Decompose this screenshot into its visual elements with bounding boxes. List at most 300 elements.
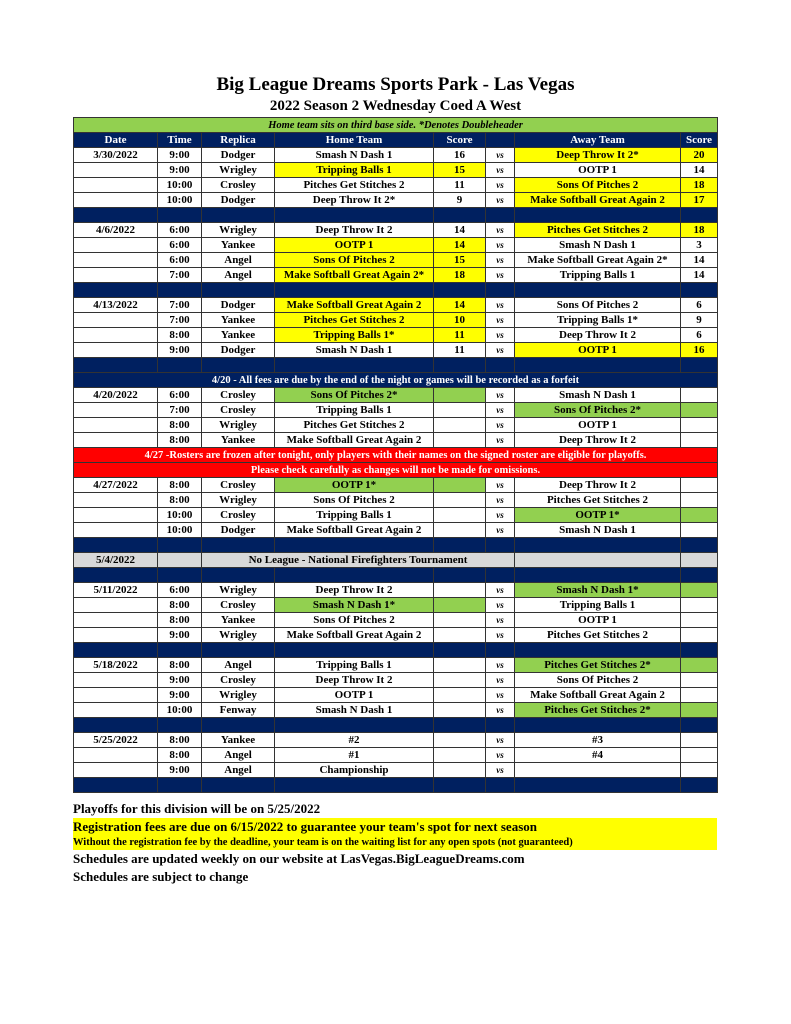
game-row (74, 688, 718, 703)
vs-cell: vs (486, 328, 515, 343)
vs-cell: vs (486, 763, 515, 778)
time-cell: 9:00 (158, 763, 202, 778)
field-cell: Fenway (202, 703, 275, 718)
date-cell (74, 163, 158, 178)
vs-cell: vs (486, 748, 515, 763)
game-row (74, 328, 718, 343)
playoffs-note: Playoffs for this division will be on 5/25/2022 (73, 801, 321, 816)
away-score-cell (681, 418, 718, 433)
field-cell: Dodger (202, 298, 275, 313)
field-cell: Wrigley (202, 418, 275, 433)
away-score-cell: 14 (681, 268, 718, 283)
footer-notes (73, 800, 717, 886)
away-team-cell: OOTP 1 (515, 418, 681, 433)
field-cell: Yankee (202, 238, 275, 253)
home-score-cell: 15 (434, 253, 486, 268)
date-cell (74, 763, 158, 778)
game-row (74, 703, 718, 718)
game-row (74, 523, 718, 538)
change-note: Schedules are subject to change (73, 869, 249, 884)
home-team-cell: Smash N Dash 1 (275, 343, 434, 358)
home-team-cell: Deep Throw It 2 (275, 583, 434, 598)
schedule-table (73, 117, 718, 793)
home-score-cell: 11 (434, 178, 486, 193)
away-score-cell: 14 (681, 253, 718, 268)
home-team-cell: Smash N Dash 1 (275, 703, 434, 718)
separator-row (74, 283, 718, 298)
game-row (74, 658, 718, 673)
home-team-cell: Make Softball Great Again 2* (275, 268, 434, 283)
vs-cell: vs (486, 658, 515, 673)
away-score-cell (681, 493, 718, 508)
away-team-cell (515, 763, 681, 778)
field-cell: Crosley (202, 388, 275, 403)
date-cell (74, 253, 158, 268)
time-cell: 7:00 (158, 313, 202, 328)
vs-cell: vs (486, 388, 515, 403)
column-header: Time (158, 133, 202, 148)
doubleheader-note (74, 118, 718, 133)
home-score-cell (434, 403, 486, 418)
time-cell: 10:00 (158, 703, 202, 718)
vs-cell: vs (486, 238, 515, 253)
home-team-cell: Tripping Balls 1 (275, 508, 434, 523)
date-cell: 5/11/2022 (74, 583, 158, 598)
home-score-cell: 9 (434, 193, 486, 208)
home-score-cell: 16 (434, 148, 486, 163)
away-score-cell (681, 403, 718, 418)
date-cell: 5/4/2022 (74, 553, 158, 568)
time-cell: 8:00 (158, 493, 202, 508)
home-team-cell: Deep Throw It 2 (275, 673, 434, 688)
home-score-cell (434, 583, 486, 598)
game-row (74, 298, 718, 313)
column-header: Replica (202, 133, 275, 148)
game-row (74, 613, 718, 628)
time-cell: 10:00 (158, 508, 202, 523)
field-cell: Yankee (202, 313, 275, 328)
date-cell (74, 688, 158, 703)
game-row (74, 388, 718, 403)
notice-text: 4/20 - All fees are due by the end of the night or games will be recorded as a forfeit (74, 373, 718, 388)
home-score-cell (434, 433, 486, 448)
game-row (74, 733, 718, 748)
home-score-cell (434, 493, 486, 508)
away-team-cell: Smash N Dash 1 (515, 523, 681, 538)
home-score-cell: 18 (434, 268, 486, 283)
game-row (74, 673, 718, 688)
away-team-cell: Deep Throw It 2 (515, 433, 681, 448)
away-team-cell: Deep Throw It 2* (515, 148, 681, 163)
away-team-cell: Smash N Dash 1 (515, 238, 681, 253)
away-score-cell (681, 733, 718, 748)
column-header (486, 133, 515, 148)
game-row (74, 583, 718, 598)
away-team-cell: OOTP 1 (515, 343, 681, 358)
away-team-cell: Smash N Dash 1 (515, 388, 681, 403)
time-cell: 8:00 (158, 598, 202, 613)
vs-cell: vs (486, 628, 515, 643)
away-score-cell (681, 583, 718, 598)
home-score-cell: 10 (434, 313, 486, 328)
away-team-cell: Sons Of Pitches 2* (515, 403, 681, 418)
home-team-cell: Make Softball Great Again 2 (275, 628, 434, 643)
home-team-cell: Tripping Balls 1 (275, 403, 434, 418)
home-score-cell (434, 763, 486, 778)
column-header: Date (74, 133, 158, 148)
separator-row (74, 643, 718, 658)
away-score-cell (681, 628, 718, 643)
away-score-cell (681, 433, 718, 448)
vs-cell: vs (486, 598, 515, 613)
roster-notice-text: Please check carefully as changes will not be made for omissions. (74, 463, 718, 478)
away-score-cell (681, 388, 718, 403)
away-team-cell: Tripping Balls 1 (515, 268, 681, 283)
time-cell: 7:00 (158, 298, 202, 313)
time-cell: 8:00 (158, 748, 202, 763)
field-cell: Dodger (202, 148, 275, 163)
home-score-cell: 11 (434, 343, 486, 358)
fee-notice (74, 373, 718, 388)
vs-cell: vs (486, 148, 515, 163)
vs-cell: vs (486, 493, 515, 508)
home-score-cell (434, 658, 486, 673)
home-team-cell: Deep Throw It 2* (275, 193, 434, 208)
vs-cell: vs (486, 343, 515, 358)
vs-cell: vs (486, 178, 515, 193)
field-cell: Dodger (202, 193, 275, 208)
game-row (74, 433, 718, 448)
game-row (74, 763, 718, 778)
website-note: Schedules are updated weekly on our website at LasVegas.BigLeagueDreams.com (73, 851, 525, 866)
time-cell: 10:00 (158, 523, 202, 538)
home-team-cell: Pitches Get Stitches 2 (275, 418, 434, 433)
time-cell: 8:00 (158, 658, 202, 673)
vs-cell: vs (486, 223, 515, 238)
away-score-cell (681, 478, 718, 493)
date-cell: 5/25/2022 (74, 733, 158, 748)
date-cell (74, 178, 158, 193)
home-team-cell: #2 (275, 733, 434, 748)
away-score-cell: 3 (681, 238, 718, 253)
field-cell: Yankee (202, 433, 275, 448)
time-cell: 8:00 (158, 328, 202, 343)
home-team-cell: Tripping Balls 1 (275, 658, 434, 673)
date-cell (74, 238, 158, 253)
date-cell (74, 703, 158, 718)
date-cell (74, 328, 158, 343)
field-cell: Crosley (202, 673, 275, 688)
field-cell: Crosley (202, 508, 275, 523)
date-cell: 3/30/2022 (74, 148, 158, 163)
separator-row (74, 538, 718, 553)
date-cell (74, 313, 158, 328)
date-cell (74, 598, 158, 613)
away-team-cell: Pitches Get Stitches 2 (515, 493, 681, 508)
vs-cell: vs (486, 313, 515, 328)
date-cell (74, 268, 158, 283)
vs-cell: vs (486, 673, 515, 688)
away-team-cell: OOTP 1 (515, 163, 681, 178)
column-header: Score (681, 133, 718, 148)
home-team-cell: Make Softball Great Again 2 (275, 433, 434, 448)
field-cell: Crosley (202, 598, 275, 613)
date-cell (74, 433, 158, 448)
home-score-cell (434, 478, 486, 493)
away-score-cell (681, 598, 718, 613)
game-row (74, 178, 718, 193)
vs-cell: vs (486, 523, 515, 538)
column-header: Home Team (275, 133, 434, 148)
game-row (74, 148, 718, 163)
time-cell: 10:00 (158, 178, 202, 193)
game-row (74, 223, 718, 238)
home-team-cell: OOTP 1* (275, 478, 434, 493)
away-score-cell (681, 508, 718, 523)
home-score-cell (434, 418, 486, 433)
vs-cell: vs (486, 613, 515, 628)
home-score-cell (434, 628, 486, 643)
field-cell: Crosley (202, 403, 275, 418)
time-cell: 8:00 (158, 733, 202, 748)
field-cell: Angel (202, 253, 275, 268)
home-team-cell: Sons Of Pitches 2 (275, 493, 434, 508)
no-league-row (74, 553, 718, 568)
vs-cell: vs (486, 268, 515, 283)
date-cell: 4/6/2022 (74, 223, 158, 238)
home-score-cell (434, 673, 486, 688)
time-cell: 9:00 (158, 343, 202, 358)
time-cell: 6:00 (158, 583, 202, 598)
home-score-cell (434, 748, 486, 763)
game-row (74, 403, 718, 418)
home-team-cell: Smash N Dash 1* (275, 598, 434, 613)
time-cell: 9:00 (158, 148, 202, 163)
game-row (74, 598, 718, 613)
away-team-cell: Pitches Get Stitches 2 (515, 223, 681, 238)
away-team-cell: Tripping Balls 1 (515, 598, 681, 613)
separator-row (74, 568, 718, 583)
field-cell: Angel (202, 268, 275, 283)
vs-cell: vs (486, 433, 515, 448)
column-header: Away Team (515, 133, 681, 148)
date-cell (74, 418, 158, 433)
home-team-cell: OOTP 1 (275, 688, 434, 703)
time-cell: 6:00 (158, 388, 202, 403)
separator-row (74, 718, 718, 733)
home-team-cell: Smash N Dash 1 (275, 148, 434, 163)
home-team-cell: OOTP 1 (275, 238, 434, 253)
game-row (74, 628, 718, 643)
roster-notice (74, 463, 718, 478)
home-team-cell: Sons Of Pitches 2 (275, 613, 434, 628)
home-team-cell: #1 (275, 748, 434, 763)
field-cell: Yankee (202, 733, 275, 748)
date-cell (74, 403, 158, 418)
vs-cell: vs (486, 583, 515, 598)
home-score-cell (434, 733, 486, 748)
home-team-cell: Tripping Balls 1 (275, 163, 434, 178)
vs-cell: vs (486, 298, 515, 313)
away-team-cell: Sons Of Pitches 2 (515, 673, 681, 688)
away-score-cell (681, 673, 718, 688)
home-score-cell: 11 (434, 328, 486, 343)
field-cell: Angel (202, 763, 275, 778)
away-score-cell: 20 (681, 148, 718, 163)
away-team-cell: Pitches Get Stitches 2 (515, 628, 681, 643)
time-cell: 9:00 (158, 688, 202, 703)
vs-cell: vs (486, 253, 515, 268)
field-cell: Wrigley (202, 493, 275, 508)
game-row (74, 238, 718, 253)
separator-row (74, 208, 718, 223)
home-score-cell (434, 613, 486, 628)
game-row (74, 418, 718, 433)
registration-note: Registration fees are due on 6/15/2022 to guarantee your team's spot for next season (73, 818, 717, 836)
away-score-cell (681, 613, 718, 628)
away-team-cell: OOTP 1* (515, 508, 681, 523)
away-score-cell (681, 688, 718, 703)
home-team-cell: Deep Throw It 2 (275, 223, 434, 238)
game-row (74, 493, 718, 508)
date-cell: 4/27/2022 (74, 478, 158, 493)
away-score-cell: 18 (681, 223, 718, 238)
time-cell: 9:00 (158, 673, 202, 688)
no-league-text: No League - National Firefighters Tournament (202, 553, 515, 568)
away-team-cell: Deep Throw It 2 (515, 478, 681, 493)
away-team-cell: Make Softball Great Again 2* (515, 253, 681, 268)
game-row (74, 193, 718, 208)
away-team-cell: Make Softball Great Again 2 (515, 688, 681, 703)
home-score-cell: 14 (434, 298, 486, 313)
date-cell (74, 673, 158, 688)
time-cell: 7:00 (158, 403, 202, 418)
away-score-cell: 18 (681, 178, 718, 193)
away-score-cell (681, 658, 718, 673)
header-row (74, 133, 718, 148)
game-row (74, 478, 718, 493)
home-score-cell: 15 (434, 163, 486, 178)
home-score-cell (434, 703, 486, 718)
field-cell: Crosley (202, 178, 275, 193)
away-score-cell (681, 703, 718, 718)
vs-cell: vs (486, 733, 515, 748)
field-cell: Dodger (202, 523, 275, 538)
date-cell: 5/18/2022 (74, 658, 158, 673)
away-score-cell: 9 (681, 313, 718, 328)
home-score-cell (434, 508, 486, 523)
home-team-cell: Make Softball Great Again 2 (275, 298, 434, 313)
home-team-cell: Sons Of Pitches 2* (275, 388, 434, 403)
field-cell: Wrigley (202, 583, 275, 598)
field-cell: Wrigley (202, 688, 275, 703)
away-team-cell: Make Softball Great Again 2 (515, 193, 681, 208)
away-team-cell: Smash N Dash 1* (515, 583, 681, 598)
home-team-cell: Pitches Get Stitches 2 (275, 178, 434, 193)
field-cell: Wrigley (202, 163, 275, 178)
game-row (74, 748, 718, 763)
date-cell (74, 493, 158, 508)
vs-cell: vs (486, 163, 515, 178)
vs-cell: vs (486, 703, 515, 718)
vs-cell: vs (486, 688, 515, 703)
date-cell: 4/20/2022 (74, 388, 158, 403)
field-cell: Angel (202, 658, 275, 673)
game-row (74, 343, 718, 358)
date-cell (74, 748, 158, 763)
away-team-cell: Tripping Balls 1* (515, 313, 681, 328)
roster-notice-text: 4/27 -Rosters are frozen after tonight, only players with their names on the signed roster are eligible for playoffs. (74, 448, 718, 463)
field-cell: Angel (202, 748, 275, 763)
home-score-cell (434, 598, 486, 613)
field-cell: Dodger (202, 343, 275, 358)
home-team-cell: Tripping Balls 1* (275, 328, 434, 343)
time-cell: 8:00 (158, 433, 202, 448)
game-row (74, 163, 718, 178)
page-title: Big League Dreams Sports Park - Las Vegas (216, 74, 575, 95)
date-cell (74, 508, 158, 523)
time-cell: 8:00 (158, 613, 202, 628)
home-score-cell (434, 688, 486, 703)
column-header: Score (434, 133, 486, 148)
time-cell: 6:00 (158, 253, 202, 268)
away-score-cell (681, 763, 718, 778)
separator-row (74, 778, 718, 793)
note-text: Home team sits on third base side. *Denotes Doubleheader (74, 118, 718, 133)
vs-cell: vs (486, 478, 515, 493)
away-team-cell: Sons Of Pitches 2 (515, 298, 681, 313)
away-team-cell: #4 (515, 748, 681, 763)
game-row (74, 268, 718, 283)
home-score-cell: 14 (434, 223, 486, 238)
home-team-cell: Sons Of Pitches 2 (275, 253, 434, 268)
time-cell: 8:00 (158, 418, 202, 433)
date-cell (74, 523, 158, 538)
home-score-cell (434, 523, 486, 538)
away-team-cell: Deep Throw It 2 (515, 328, 681, 343)
page-subtitle: 2022 Season 2 Wednesday Coed A West (269, 98, 522, 114)
home-team-cell: Make Softball Great Again 2 (275, 523, 434, 538)
away-score-cell: 16 (681, 343, 718, 358)
vs-cell: vs (486, 403, 515, 418)
waiting-list-note: Without the registration fee by the deadline, your team is on the waiting list for any open spots (not guaranteed) (73, 836, 717, 850)
field-cell: Yankee (202, 328, 275, 343)
away-team-cell: Sons Of Pitches 2 (515, 178, 681, 193)
date-cell (74, 193, 158, 208)
time-cell: 8:00 (158, 478, 202, 493)
away-team-cell: OOTP 1 (515, 613, 681, 628)
vs-cell: vs (486, 193, 515, 208)
away-score-cell: 6 (681, 298, 718, 313)
game-row (74, 253, 718, 268)
date-cell: 4/13/2022 (74, 298, 158, 313)
time-cell: 7:00 (158, 268, 202, 283)
game-row (74, 508, 718, 523)
roster-notice (74, 448, 718, 463)
time-cell: 6:00 (158, 238, 202, 253)
home-score-cell (434, 388, 486, 403)
field-cell: Wrigley (202, 628, 275, 643)
field-cell: Yankee (202, 613, 275, 628)
away-score-cell: 14 (681, 163, 718, 178)
separator-row (74, 358, 718, 373)
field-cell: Wrigley (202, 223, 275, 238)
away-score-cell: 6 (681, 328, 718, 343)
vs-cell: vs (486, 418, 515, 433)
date-cell (74, 343, 158, 358)
home-team-cell: Championship (275, 763, 434, 778)
time-cell: 9:00 (158, 163, 202, 178)
